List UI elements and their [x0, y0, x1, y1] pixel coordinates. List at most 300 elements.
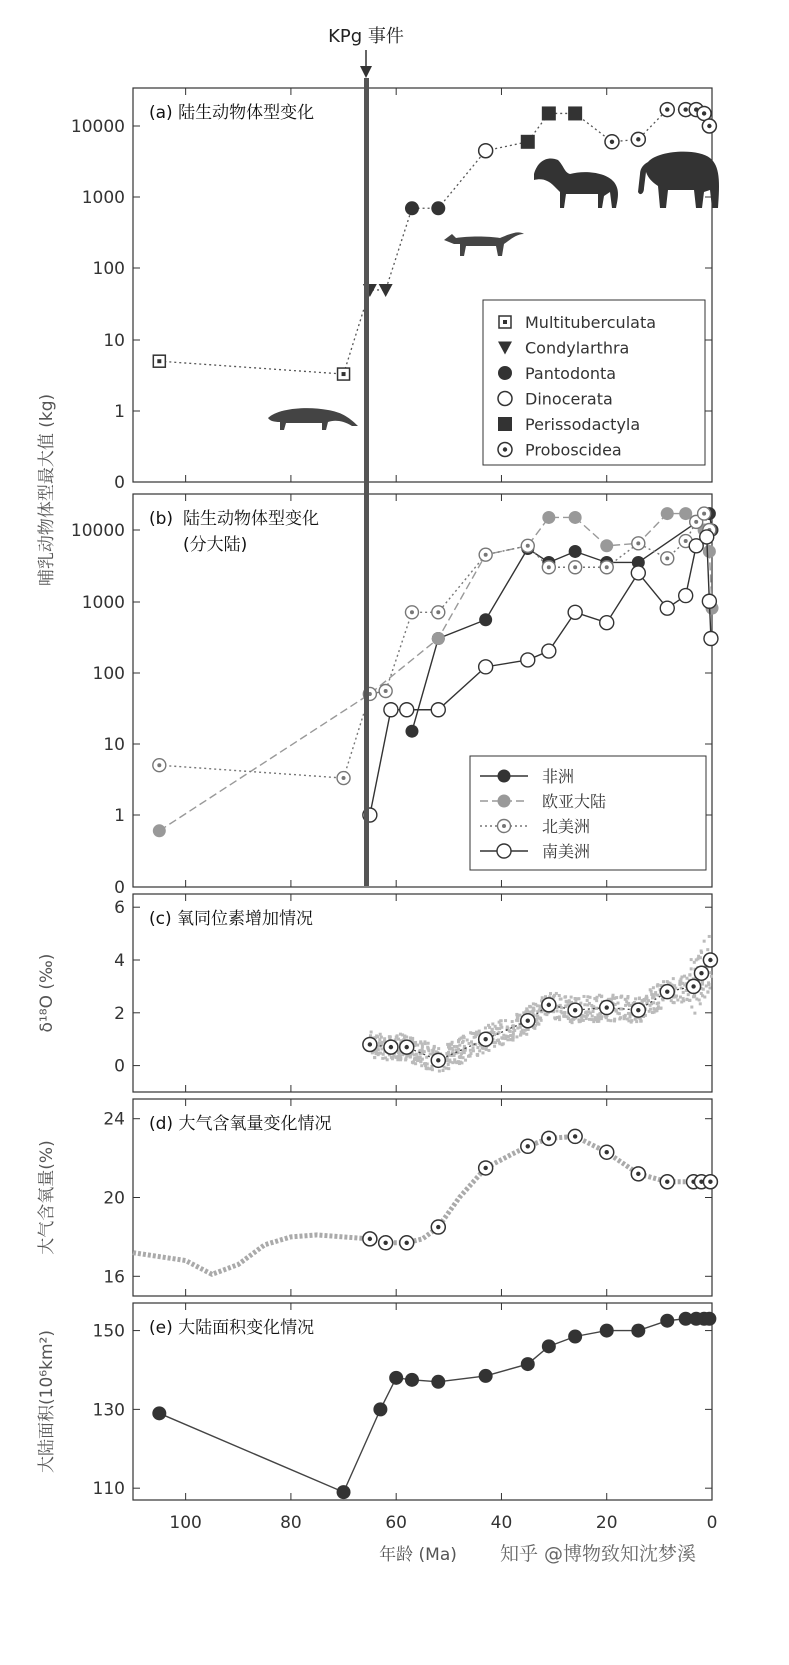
raw-point — [554, 1017, 557, 1020]
raw-point — [654, 1009, 657, 1012]
point-perissodactyla — [542, 106, 556, 120]
legend-marker-center — [502, 824, 506, 828]
point-proboscidea-center — [683, 107, 687, 111]
average-point-center — [368, 1042, 372, 1046]
raw-point — [662, 980, 665, 983]
kpg-event-label: KPg 事件 — [328, 26, 404, 47]
y-tick-label: 20 — [103, 1188, 125, 1209]
point-multituberculata-center — [157, 359, 161, 363]
average-point-center — [665, 989, 669, 993]
raw-point — [459, 1055, 462, 1058]
proboscidean-silhouette — [638, 152, 719, 208]
raw-point — [590, 1018, 593, 1021]
raw-point — [418, 1059, 421, 1062]
series-point — [569, 511, 582, 524]
series-point-center — [605, 565, 609, 569]
raw-point — [680, 975, 683, 978]
raw-point — [640, 1020, 643, 1023]
raw-point — [656, 985, 659, 988]
raw-point — [576, 997, 579, 1000]
y-tick-label: 100 — [92, 664, 125, 684]
point-dinocerata — [479, 144, 493, 158]
area-point — [600, 1324, 614, 1338]
raw-point — [590, 1004, 593, 1007]
raw-point — [612, 994, 615, 997]
legend-marker — [497, 844, 511, 858]
area-point — [479, 1369, 493, 1383]
panel-e-title: (e) 大陆面积变化情况 — [149, 1318, 315, 1338]
series-point — [568, 605, 582, 619]
raw-point — [666, 980, 669, 983]
area-point — [337, 1485, 351, 1499]
y-tick-label: 2 — [114, 1003, 125, 1024]
raw-point — [447, 1063, 450, 1066]
raw-point — [580, 1018, 583, 1021]
raw-point — [401, 1033, 404, 1036]
area-point — [521, 1357, 535, 1371]
raw-point — [682, 991, 685, 994]
series-point — [660, 601, 674, 615]
raw-point — [516, 1016, 519, 1019]
raw-point — [511, 1020, 514, 1023]
raw-point — [504, 1037, 507, 1040]
raw-point — [596, 1013, 599, 1016]
raw-point — [460, 1061, 463, 1064]
series-point — [521, 653, 535, 667]
legend-marker — [498, 417, 512, 431]
series-0 — [405, 507, 718, 738]
raw-point — [649, 1004, 652, 1007]
raw-point — [381, 1057, 384, 1060]
raw-point — [699, 1002, 702, 1005]
watermark: 知乎 @博物致知沈梦溪 — [500, 1543, 697, 1565]
legend-marker-center — [503, 447, 507, 451]
raw-point — [383, 1037, 386, 1040]
raw-point — [448, 1043, 451, 1046]
raw-point — [500, 1019, 503, 1022]
legend-label: 非洲 — [542, 767, 575, 786]
average-point-center — [389, 1045, 393, 1049]
raw-point — [378, 1038, 381, 1041]
series-point — [700, 530, 714, 544]
legend-marker — [498, 770, 511, 783]
raw-point — [386, 1058, 389, 1061]
raw-point — [397, 1038, 400, 1041]
raw-point — [433, 1046, 436, 1049]
raw-point — [536, 1021, 539, 1024]
raw-point — [570, 996, 573, 999]
area-point — [405, 1373, 419, 1387]
raw-point — [526, 1008, 529, 1011]
raw-point — [506, 1026, 509, 1029]
raw-point — [627, 995, 630, 998]
raw-point — [382, 1053, 385, 1056]
raw-point — [509, 1038, 512, 1041]
average-point-center — [405, 1045, 409, 1049]
raw-point — [475, 1031, 478, 1034]
raw-point — [451, 1048, 454, 1051]
raw-point — [582, 995, 585, 998]
raw-point — [515, 1035, 518, 1038]
raw-point — [419, 1040, 422, 1043]
raw-point — [598, 994, 601, 997]
y-tick-label: 100 — [92, 259, 125, 279]
raw-point — [613, 997, 616, 1000]
raw-point — [456, 1045, 459, 1048]
panels — [36, 88, 719, 1500]
raw-point — [442, 1069, 445, 1072]
series-point-center — [636, 541, 640, 545]
series-line — [412, 514, 712, 732]
raw-point — [693, 961, 696, 964]
raw-point — [504, 1019, 507, 1022]
raw-point — [473, 1036, 476, 1039]
area-point — [542, 1339, 556, 1353]
raw-point — [375, 1052, 378, 1055]
raw-point — [686, 998, 689, 1001]
average-point-center — [383, 1241, 387, 1245]
raw-point — [457, 1051, 460, 1054]
series-point — [479, 660, 493, 674]
raw-point — [425, 1056, 428, 1059]
raw-point — [688, 973, 691, 976]
raw-point — [544, 1012, 547, 1015]
point-pantodonta — [431, 201, 445, 215]
raw-point — [424, 1042, 427, 1045]
y-tick-label: 10000 — [70, 521, 125, 541]
raw-point — [623, 1016, 626, 1019]
raw-point — [620, 995, 623, 998]
y-tick-label: 10000 — [70, 117, 125, 137]
series-point-center — [665, 556, 669, 560]
panel-a-title: (a) 陆生动物体型变化 — [149, 103, 315, 123]
raw-point — [501, 1043, 504, 1046]
raw-point — [555, 992, 558, 995]
area-point — [568, 1329, 582, 1343]
raw-point — [710, 975, 713, 978]
average-point-center — [483, 1166, 487, 1170]
series-point — [569, 545, 582, 558]
raw-point — [536, 1015, 539, 1018]
horse-like-mammal-silhouette — [534, 159, 618, 208]
raw-point — [559, 998, 562, 1001]
kpg-event-arrowhead — [360, 66, 372, 78]
panel-c — [37, 894, 717, 1092]
raw-point — [460, 1052, 463, 1055]
panel-e-line — [159, 1319, 709, 1492]
y-tick-label: 110 — [92, 1479, 125, 1500]
average-point-center — [708, 958, 712, 962]
average-point-center — [605, 1150, 609, 1154]
raw-point — [494, 1041, 497, 1044]
panel-b — [71, 494, 719, 898]
panel-e — [36, 1303, 716, 1500]
raw-point — [659, 1007, 662, 1010]
raw-point — [585, 1015, 588, 1018]
raw-point — [478, 1049, 481, 1052]
raw-point — [698, 999, 701, 1002]
series-point — [153, 824, 166, 837]
series-point — [704, 632, 718, 646]
raw-point — [373, 1056, 376, 1059]
panel-e-ylabel: 大陆面积(10⁶km²) — [37, 1330, 57, 1473]
series-point-center — [342, 776, 346, 780]
point-condylarthra — [379, 284, 393, 297]
raw-point — [472, 1046, 475, 1049]
raw-point — [596, 1019, 599, 1022]
area-point — [389, 1371, 403, 1385]
y-tick-label: 1 — [114, 402, 125, 422]
fox-silhouette — [444, 232, 524, 256]
raw-point — [413, 1057, 416, 1060]
kpg-event-marker — [328, 26, 404, 886]
y-tick-label: 130 — [92, 1400, 125, 1421]
raw-point — [629, 1014, 632, 1017]
point-perissodactyla — [568, 106, 582, 120]
raw-point — [564, 995, 567, 998]
raw-point — [498, 1027, 501, 1030]
y-tick-label: 1000 — [81, 593, 125, 613]
raw-point — [672, 977, 675, 980]
raw-point — [420, 1049, 423, 1052]
series-point-center — [484, 553, 488, 557]
raw-point — [591, 1015, 594, 1018]
raw-point — [703, 940, 706, 943]
raw-point — [615, 1010, 618, 1013]
area-point — [152, 1406, 166, 1420]
raw-point — [645, 995, 648, 998]
raw-point — [512, 1027, 515, 1030]
raw-point — [485, 1048, 488, 1051]
raw-point — [491, 1022, 494, 1025]
x-tick-label: 60 — [385, 1513, 408, 1533]
raw-point — [687, 993, 690, 996]
raw-point — [512, 1031, 515, 1034]
raw-point — [563, 1015, 566, 1018]
y-tick-label: 6 — [114, 898, 125, 919]
average-point-center — [636, 1172, 640, 1176]
raw-point — [592, 1010, 595, 1013]
raw-point — [427, 1049, 430, 1052]
raw-point — [420, 1064, 423, 1067]
raw-point — [464, 1049, 467, 1052]
panel-d — [37, 1099, 717, 1296]
series-point-center — [694, 520, 698, 524]
raw-point — [535, 1018, 538, 1021]
raw-point — [493, 1045, 496, 1048]
raw-point — [515, 1019, 518, 1022]
average-point-center — [547, 1003, 551, 1007]
raw-point — [462, 1035, 465, 1038]
raw-point — [690, 958, 693, 961]
point-pantodonta — [405, 201, 419, 215]
average-point-center — [699, 971, 703, 975]
raw-point — [679, 996, 682, 999]
raw-point — [652, 994, 655, 997]
raw-point — [634, 997, 637, 1000]
raw-point — [426, 1067, 429, 1070]
series-point — [479, 613, 492, 626]
average-point-center — [547, 1136, 551, 1140]
raw-point — [390, 1056, 393, 1059]
series-point — [600, 616, 614, 630]
x-tick-label: 20 — [595, 1513, 618, 1533]
x-tick-label: 40 — [490, 1513, 513, 1533]
raw-point — [379, 1052, 382, 1055]
raw-point — [445, 1052, 448, 1055]
series-point — [405, 725, 418, 738]
series-point — [631, 566, 645, 580]
raw-point — [476, 1046, 479, 1049]
series-point-center — [410, 610, 414, 614]
series-point-center — [547, 565, 551, 569]
raw-point — [634, 1018, 637, 1021]
raw-point — [583, 1003, 586, 1006]
series-point-center — [684, 539, 688, 543]
raw-point — [563, 1011, 566, 1014]
raw-point — [700, 992, 703, 995]
raw-point — [469, 1031, 472, 1034]
raw-point — [556, 1010, 559, 1013]
panel-a-ylabel: 哺乳动物体型最大值 (kg) — [37, 393, 57, 587]
raw-point — [589, 996, 592, 999]
raw-point — [370, 1031, 373, 1034]
kpg-event-line — [364, 78, 369, 886]
raw-point — [409, 1036, 412, 1039]
raw-point — [414, 1041, 417, 1044]
area-point — [631, 1324, 645, 1338]
raw-point — [610, 998, 613, 1001]
raw-point — [469, 1049, 472, 1052]
raw-point — [472, 1049, 475, 1052]
raw-point — [574, 997, 577, 1000]
raw-point — [630, 1021, 633, 1024]
panel-b-subtitle: (b) — [149, 509, 174, 529]
raw-point — [690, 967, 693, 970]
average-point-center — [368, 1237, 372, 1241]
area-point — [660, 1314, 674, 1328]
raw-point — [437, 1047, 440, 1050]
legend-label: Condylarthra — [525, 338, 630, 358]
raw-point — [681, 982, 684, 985]
raw-point — [529, 1005, 532, 1008]
raw-point — [624, 998, 627, 1001]
raw-point — [397, 1051, 400, 1054]
series-point — [542, 644, 556, 658]
y-tick-label: 4 — [114, 951, 125, 971]
raw-point — [705, 985, 708, 988]
panel-b-legend — [470, 756, 706, 870]
series-point-center — [573, 565, 577, 569]
raw-point — [481, 1051, 484, 1054]
panel-a-legend — [483, 300, 705, 465]
raw-point — [509, 1030, 512, 1033]
point-proboscidea-center — [636, 137, 640, 141]
average-point-center — [605, 1005, 609, 1009]
y-tick-label: 0 — [114, 878, 125, 898]
raw-point — [399, 1055, 402, 1058]
legend-marker — [498, 366, 512, 380]
raw-point — [697, 957, 700, 960]
panel-c-ylabel: δ¹⁸O (‰) — [37, 953, 57, 1033]
series-point — [661, 507, 674, 520]
raw-point — [415, 1053, 418, 1056]
point-proboscidea-center — [707, 124, 711, 128]
raw-point — [700, 951, 703, 954]
average-point-center — [526, 1019, 530, 1023]
legend-marker — [498, 392, 512, 406]
raw-point — [618, 1017, 621, 1020]
raw-point — [617, 1002, 620, 1005]
raw-point — [642, 999, 645, 1002]
area-point — [373, 1402, 387, 1416]
legend-label: 北美洲 — [542, 817, 591, 836]
raw-point — [458, 1044, 461, 1047]
y-tick-label: 10 — [103, 735, 125, 755]
average-point-center — [708, 1180, 712, 1184]
panel-d-title: (d) 大气含氧量变化情况 — [149, 1114, 332, 1134]
raw-point — [627, 1002, 630, 1005]
legend-marker — [498, 795, 511, 808]
x-tick-label: 100 — [169, 1513, 202, 1533]
series-point — [679, 589, 693, 603]
legend-label: Dinocerata — [525, 389, 613, 409]
raw-point — [502, 1034, 505, 1037]
raw-point — [549, 992, 552, 995]
y-tick-label: 16 — [103, 1267, 125, 1288]
raw-point — [476, 1053, 479, 1056]
raw-point — [587, 1010, 590, 1013]
raw-point — [457, 1048, 460, 1051]
raw-point — [676, 998, 679, 1001]
raw-point — [570, 1019, 573, 1022]
series-point-center — [157, 763, 161, 767]
raw-point — [416, 1044, 419, 1047]
x-tick-label: 0 — [706, 1513, 718, 1533]
raw-point — [405, 1036, 408, 1039]
raw-point — [652, 986, 655, 989]
raw-point — [567, 1017, 570, 1020]
raw-point — [469, 1052, 472, 1055]
series-point — [542, 511, 555, 524]
raw-point — [431, 1068, 434, 1071]
raw-point — [688, 999, 691, 1002]
raw-point — [708, 935, 711, 938]
raw-point — [466, 1039, 469, 1042]
raw-point — [693, 1012, 696, 1015]
raw-point — [707, 981, 710, 984]
raw-point — [488, 1026, 491, 1029]
series-point — [384, 703, 398, 717]
raw-point — [484, 1026, 487, 1029]
average-point-center — [436, 1058, 440, 1062]
raw-point — [692, 995, 695, 998]
raw-point — [487, 1049, 490, 1052]
x-tick-label: 80 — [280, 1513, 302, 1533]
series-point — [702, 594, 716, 608]
legend-label: Multituberculata — [525, 313, 657, 332]
raw-point — [690, 1006, 693, 1009]
raw-point — [445, 1067, 448, 1070]
raw-point — [467, 1055, 470, 1058]
average-point-center — [483, 1037, 487, 1041]
raw-point — [394, 1056, 397, 1059]
point-perissodactyla — [521, 135, 535, 149]
raw-point — [431, 1049, 434, 1052]
series-point — [703, 545, 716, 558]
average-point-center — [573, 1008, 577, 1012]
raw-point — [470, 1040, 473, 1043]
